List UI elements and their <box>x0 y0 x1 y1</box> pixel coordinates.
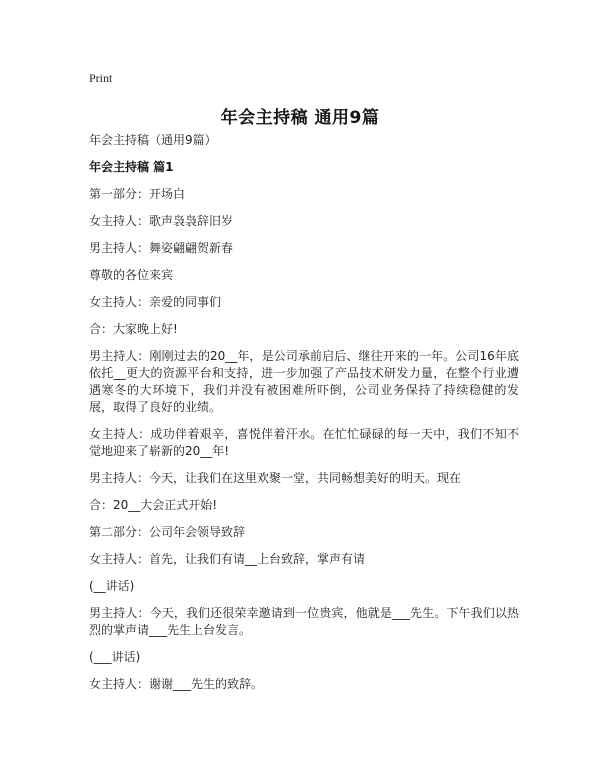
print-label: Print <box>89 71 113 85</box>
paragraph: 合：20__大会正式开始! <box>89 498 218 512</box>
paragraph: 男主持人：今天，让我们在这里欢聚一堂，共同畅想美好的明天。现在 <box>89 471 462 485</box>
paragraph: 合：大家晚上好! <box>89 322 178 336</box>
section-heading: 年会主持稿 篇1 <box>89 160 174 174</box>
page-title: 年会主持稿 通用9篇 <box>220 108 380 128</box>
document-body <box>89 132 519 703</box>
paragraph: (___讲话) <box>89 650 141 664</box>
paragraph: 第二部分：公司年会领导致辞 <box>89 525 246 539</box>
paragraph: 男主持人：舞姿翩翩贺新春 <box>89 241 234 255</box>
paragraph: 尊敬的各位来宾 <box>89 268 174 282</box>
paragraph: 女主持人：歌声袅袅辞旧岁 <box>89 214 234 228</box>
paragraph: 女主持人：首先，让我们有请__上台致辞，掌声有请 <box>89 552 366 566</box>
paragraph: 第一部分：开场白 <box>89 187 186 201</box>
paragraph: 女主持人：谢谢___先生的致辞。 <box>89 677 264 691</box>
subtitle-paragraph: 年会主持稿（通用9篇） <box>89 133 217 147</box>
paragraph: 女主持人：成功伴着艰辛，喜悦伴着汗水。在忙忙碌碌的每一天中，我们不知不觉地迎来了崭新的20__年! <box>89 427 519 458</box>
paragraph: 男主持人：今天，我们还很荣幸邀请到一位贵宾，他就是___先生。下午我们以热烈的掌声请___先生上台发言。 <box>89 606 519 637</box>
paragraph: 女主持人：亲爱的同事们 <box>89 295 222 309</box>
paragraph: 男主持人：刚刚过去的20__年，是公司承前启后、继往开来的一年。公司16年底依托__更大的资源平台和支持，进一步加强了产品技术研发力量，在整个行业遭遇寒冬的大环境下，我们并没有被困难所吓倒，公司业务保持了持续稳健的发展，取得了良好的业绩。 <box>89 349 519 414</box>
paragraph: (__讲话) <box>89 579 135 593</box>
